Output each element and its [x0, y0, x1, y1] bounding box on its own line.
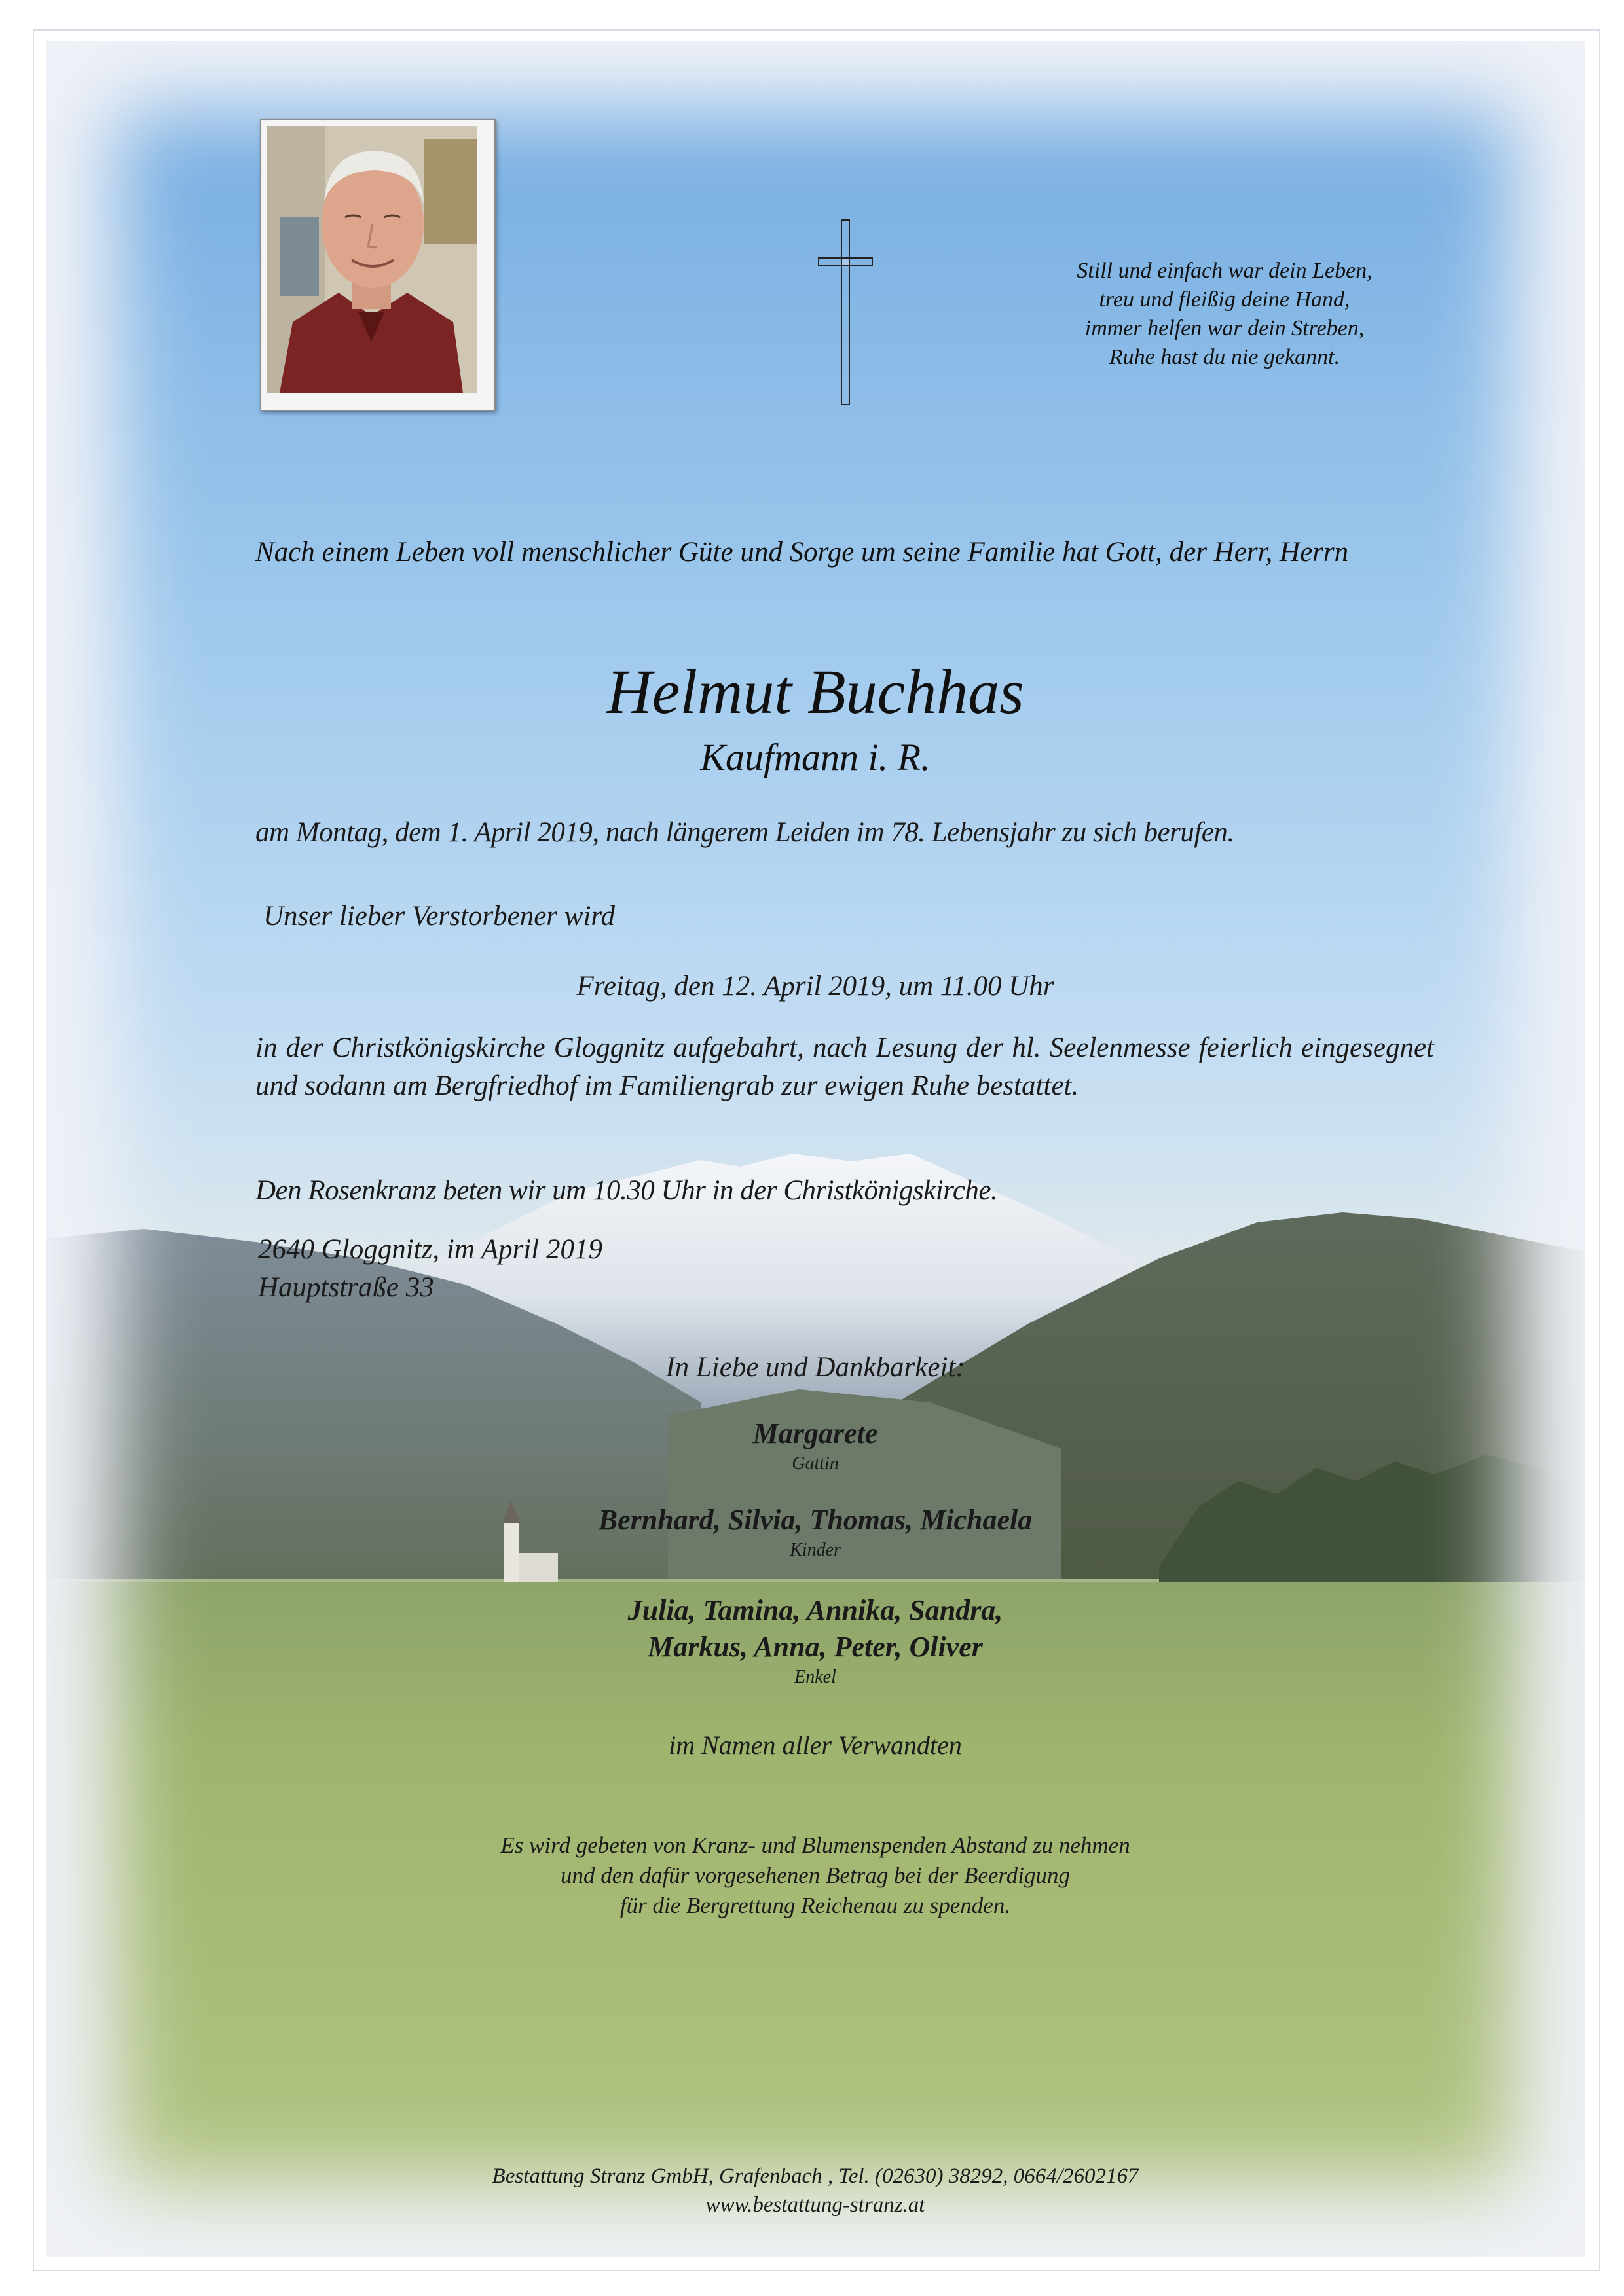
deceased-name: Helmut Buchhas [606, 657, 1024, 727]
portrait-photo [260, 119, 496, 411]
request-line: Es wird gebeten von Kranz- und Blumenspenden Abstand zu nehmen [500, 1832, 1130, 1858]
mourners-heading: In Liebe und Dankbarkeit: [665, 1352, 965, 1383]
mourner-names: Bernhard, Silvia, Thomas, Michaela [598, 1504, 1033, 1536]
cross-icon [816, 217, 875, 407]
obituary-card [46, 41, 1585, 2257]
mourner-group-children [46, 1502, 1585, 1562]
city-date: 2640 Gloggnitz, im April 2019 [258, 1234, 602, 1265]
on-behalf-line: im Namen aller Verwandten [669, 1730, 962, 1760]
mourner-role: Kinder [790, 1540, 841, 1560]
funeral-lead: Unser lieber Verstorbener wird [263, 901, 616, 932]
mourner-group-grandchildren [46, 1592, 1585, 1689]
funeral-ceremony: in der Christkönigskirche Gloggnitz aufgebahrt, nach Lesung der hl. Seelenmesse feierlich eingesegnet und sodann am Bergfriedhof im Familiengrab zur ewigen Ruhe bestattet. [255, 1032, 1434, 1101]
mourner-role: Enkel [794, 1667, 836, 1687]
place-date [258, 1231, 602, 1307]
funeral-date: Freitag, den 12. April 2019, um 11.00 Uhr [576, 971, 1054, 1002]
poem [1028, 257, 1421, 372]
obituary-content [46, 41, 1585, 2257]
footer [46, 2162, 1585, 2219]
poem-line: Ruhe hast du nie gekannt. [1109, 345, 1340, 369]
company-website[interactable]: www.bestattung-stranz.at [705, 2193, 925, 2217]
request-line: für die Bergrettung Reichenau zu spenden. [619, 1893, 1011, 1918]
mourner-names: Markus, Anna, Peter, Oliver [648, 1631, 983, 1663]
deceased-title: Kaufmann i. R. [700, 736, 931, 778]
mourner-group-spouse [46, 1415, 1585, 1476]
poem-line: immer helfen war dein Streben, [1084, 316, 1365, 340]
funeral-company: Bestattung Stranz GmbH, Grafenbach , Tel. (02630) 38292, 0664/2602167 [492, 2164, 1139, 2188]
intro-text: Nach einem Leben voll menschlicher Güte und Sorge um seine Familie hat Gott, der Herr, Herrn [255, 537, 1349, 568]
donation-request [46, 1831, 1585, 1921]
portrait-image [267, 126, 477, 393]
mourner-role: Gattin [792, 1453, 839, 1474]
request-line: und den dafür vorgesehenen Betrag bei der Beerdigung [561, 1863, 1070, 1888]
mourner-names: Margarete [752, 1417, 878, 1449]
rosary-notice: Den Rosenkranz beten wir um 10.30 Uhr in der Christkönigskirche. [255, 1175, 998, 1206]
poem-line: Still und einfach war dein Leben, [1077, 259, 1373, 283]
street-address: Hauptstraße 33 [258, 1272, 434, 1303]
poem-line: treu und fleißig deine Hand, [1099, 287, 1350, 312]
death-notice: am Montag, dem 1. April 2019, nach längerem Leiden im 78. Lebensjahr zu sich berufen. [255, 817, 1234, 848]
mourner-names: Julia, Tamina, Annika, Sandra, [627, 1594, 1003, 1626]
